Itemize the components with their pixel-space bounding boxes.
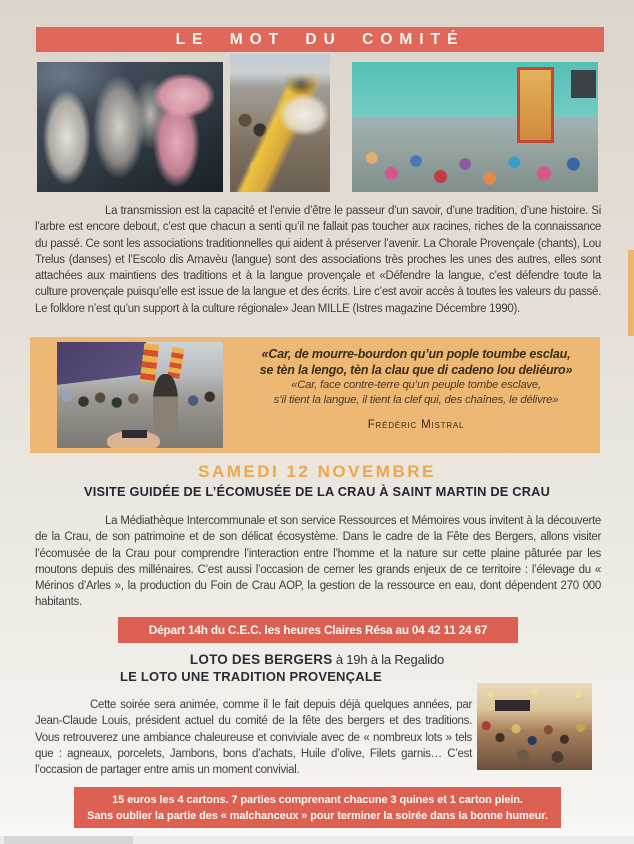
- photo-loto-hall: [477, 683, 592, 770]
- hall-ceiling-lights: [477, 683, 592, 709]
- classroom-wall: [352, 62, 598, 117]
- photo-street-gathering: [57, 342, 223, 448]
- street-crowd: [57, 382, 223, 431]
- loto-paragraph: Cette soirée sera animée, comme il le fait depuis déjà quelques années, par Jean-Claude Louis, président actuel du comité de la fête des bergers et des traditions. Vous retrouverez une ambiance chaleureuse et conviviale avec de « nombreux lots » tels que : agneaux, porcelets, Jambons, bons d’achats, Huile d’olive, Filets garnis… C’est l’occasion de partager entre amis un moment convivial.: [35, 699, 472, 777]
- hall-banner: [495, 700, 530, 710]
- event-date-heading: SAMEDI 12 NOVEMBRE: [198, 462, 436, 481]
- page-edge-tab: [628, 250, 634, 336]
- photo-street-market: [230, 54, 330, 192]
- loto-crowd: [477, 711, 592, 770]
- loto-heading-rest: à 19h à la Regalido: [332, 652, 445, 667]
- mistral-quote-box: [30, 337, 600, 453]
- loto-price-banner: [74, 787, 561, 828]
- photo-classroom: [352, 62, 598, 192]
- loto-subheading: LE LOTO UNE TRADITION PROVENÇALE: [120, 669, 382, 684]
- photo-theater-performance: [37, 62, 223, 192]
- street-tent-canopy: [57, 342, 149, 386]
- quote-author: Frédéric Mistral: [367, 419, 465, 431]
- horizontal-scrollbar[interactable]: [0, 836, 634, 844]
- loto-heading-bold: LOTO DES BERGERS: [189, 652, 333, 667]
- quote-french-line2: s’il tient la langue, il tient la clef qui, des chaînes, le délivre»: [273, 393, 559, 406]
- loto-heading: [0, 652, 634, 667]
- intro-paragraph: La transmission est la capacité et l’envie d’être le passeur d’un savoir, d’une tradition, d’une histoire. Si l’arbre est encore debout, c’est que chacun a senti qu’il ne fallait pas toucher aux racines, riches de la connaissance du passé. Ce sont les associations traditionnelles qui aident à préserver l’avenir. La Chorale Provençale (chants), Lou Trelus (danses) et l’Escolo dis Arnavèu (langue) sont des associations très proches les unes des autres, elles sont attachées aux maintiens des traditions et à la langue provençale et «Défendre la langue, c’est défendre toute la culture provençale puisqu’elle est issue de la langue et des écrits. Lire c’est avoir accès à toutes les valeurs du passé. Le folklore n’est qu’un support à la culture régionale» Jean MILLE (Istres magazine Décembre 1990).: [35, 205, 601, 315]
- departure-info-banner: Départ 14h du C.E.C. les heures Claires Résa au 04 42 11 24 67: [118, 617, 518, 643]
- quote-provencal-line1: «Car, de mourre-bourdon qu’un pople toumbe esclau,: [261, 347, 571, 361]
- section-title-banner: LE MOT DU COMITÉ: [36, 27, 604, 52]
- loto-price-line1: 15 euros les 4 cartons. 7 parties comprenant chacune 3 quines et 1 carton plein.: [112, 794, 523, 806]
- woman-in-costume: [153, 374, 178, 433]
- quote-text: [235, 346, 597, 431]
- quote-french-line1: «Car, face contre-terre qu’un peuple tombe esclave,: [291, 379, 541, 391]
- quote-provencal-line2: se tèn la lengo, tèn la clau que di cadeno lou deliéuro»: [259, 363, 573, 377]
- classroom-board: [571, 70, 596, 99]
- phone: [122, 430, 147, 438]
- loto-price-line2: Sans oublier la partie des « malchanceux » pour terminer la soirée dans la bonne humeur.: [87, 810, 548, 822]
- scrollbar-thumb[interactable]: [4, 836, 133, 844]
- classroom-children: [352, 130, 598, 192]
- event-title-heading: VISITE GUIDÉE DE L’ÉCOMUSÉE DE LA CRAU À SAINT MARTIN DE CRAU: [83, 484, 551, 499]
- event-paragraph: La Médiathèque Intercommunale et son service Ressources et Mémoires vous invitent à la découverte de la Crau, de son patrimoine et de son délicat écosystème. Dans le cadre de la Fête des Bergers, allons visiter l’écomusée de la Crau pour comprendre l’interaction entre l’homme et la nature sur cette plaine pâturée par les moutons depuis des millénaires. C’est aussi l’occasion de cerner les grands enjeux de ce territoire : l’élevage du « Mérinos d’Arles », la production du Foin de Crau AOP, la gestion de la ressource en eau, dont dépendent 270 000 habitants.: [35, 515, 601, 609]
